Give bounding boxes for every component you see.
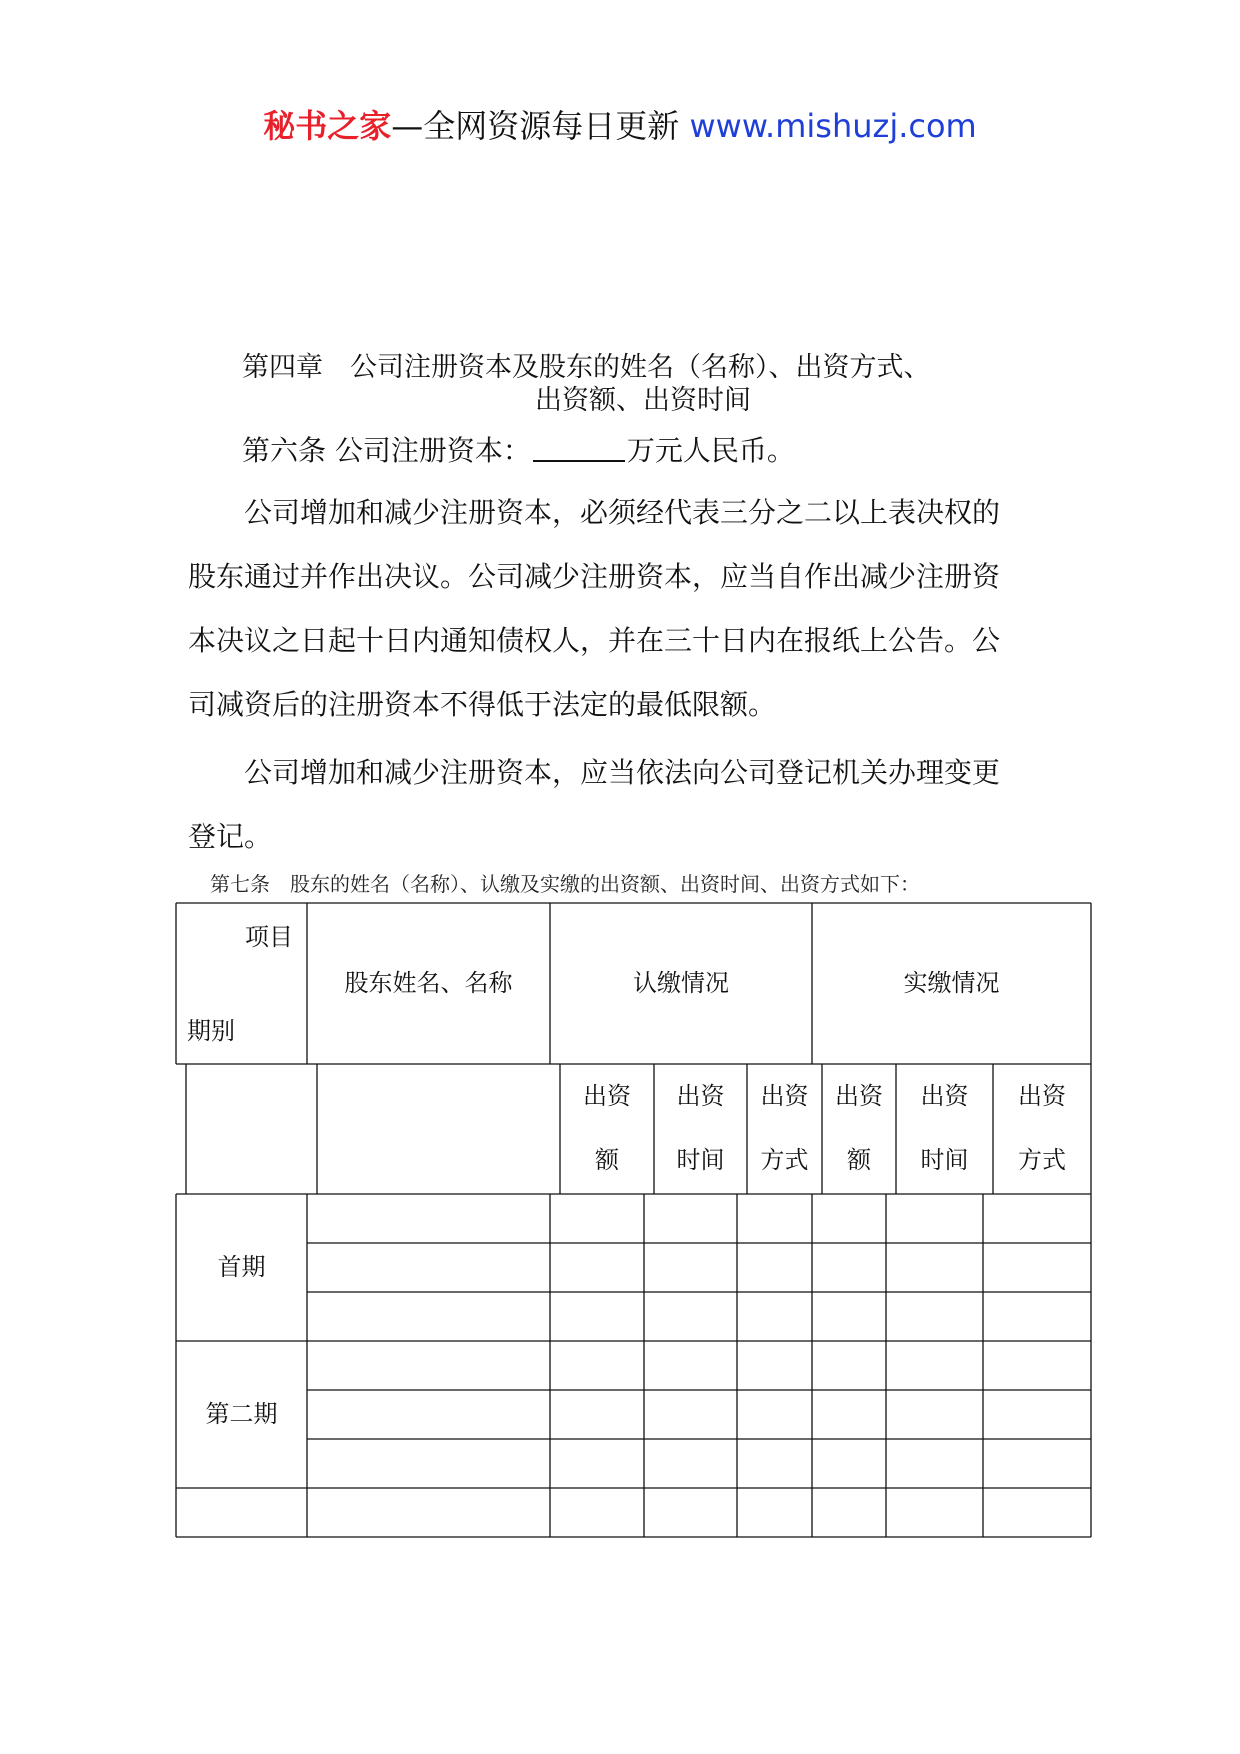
subheader-line: 时间 — [676, 1146, 725, 1174]
capital-blank — [533, 434, 625, 462]
subheader-paid-amount — [822, 1064, 896, 1192]
column-header-paid: 实缴情况 — [903, 969, 1000, 997]
brand-name: 秘书之家 — [263, 107, 392, 145]
column-header-subscribed: 认缴情况 — [633, 969, 729, 997]
subheader-line: 出资 — [1018, 1082, 1066, 1110]
period-label-first: 首期 — [217, 1253, 266, 1281]
article-six-suffix: 万元人民币。 — [626, 434, 795, 467]
paragraph-line: 股东通过并作出决议。公司减少注册资本，应当自作出减少注册资 — [188, 560, 1001, 593]
paragraph-line: 登记。 — [188, 820, 273, 853]
paragraph-line: 司减资后的注册资本不得低于法定的最低限额。 — [188, 688, 777, 721]
article-six — [242, 433, 795, 469]
paragraph-line: 公司增加和减少注册资本，应当依法向公司登记机关办理变更 — [244, 756, 1001, 789]
header-slogan: 全网资源每日更新 — [423, 107, 680, 145]
paragraph-capital-change — [188, 481, 1064, 737]
subheader-paid-method — [993, 1064, 1091, 1192]
subheader-subscribed-method — [747, 1064, 822, 1192]
corner-label-period: 期别 — [187, 1017, 235, 1045]
chapter-heading-line2: 出资额、出资时间 — [535, 385, 751, 416]
article-seven: 第七条 股东的姓名（名称）、认缴及实缴的出资额、出资时间、出资方式如下： — [210, 872, 920, 896]
subheader-paid-time — [896, 1064, 993, 1192]
subheader-line: 额 — [595, 1146, 619, 1174]
subheader-line: 出资 — [760, 1082, 809, 1110]
corner-label-item: 项目 — [245, 923, 293, 951]
paragraph-line: 公司增加和减少注册资本，必须经代表三分之二以上表决权的 — [244, 496, 1001, 529]
paragraph-line: 本决议之日起十日内通知债权人，并在三十日内在报纸上公告。公 — [188, 624, 1001, 657]
subheader-line: 出资 — [835, 1082, 883, 1110]
period-label-second: 第二期 — [205, 1400, 278, 1428]
subheader-subscribed-time — [654, 1064, 747, 1192]
chapter-heading-line1: 第四章 公司注册资本及股东的姓名（名称）、出资方式、 — [242, 352, 931, 383]
column-header-shareholder: 股东姓名、名称 — [344, 969, 513, 997]
site-url-link[interactable]: www.mishuzj.com — [689, 107, 977, 145]
subheader-line: 时间 — [920, 1146, 969, 1174]
article-six-prefix: 第六条 公司注册资本： — [242, 434, 531, 467]
header-dash: — — [391, 107, 424, 145]
subheader-subscribed-amount — [560, 1064, 654, 1192]
subheader-line: 出资 — [583, 1082, 631, 1110]
subheader-line: 额 — [847, 1146, 871, 1174]
site-header — [0, 104, 1240, 148]
paragraph-registration — [188, 741, 1064, 869]
subheader-line: 出资 — [676, 1082, 725, 1110]
subheader-line: 出资 — [920, 1082, 969, 1110]
subheader-line: 方式 — [1018, 1146, 1066, 1174]
subheader-line: 方式 — [760, 1146, 809, 1174]
